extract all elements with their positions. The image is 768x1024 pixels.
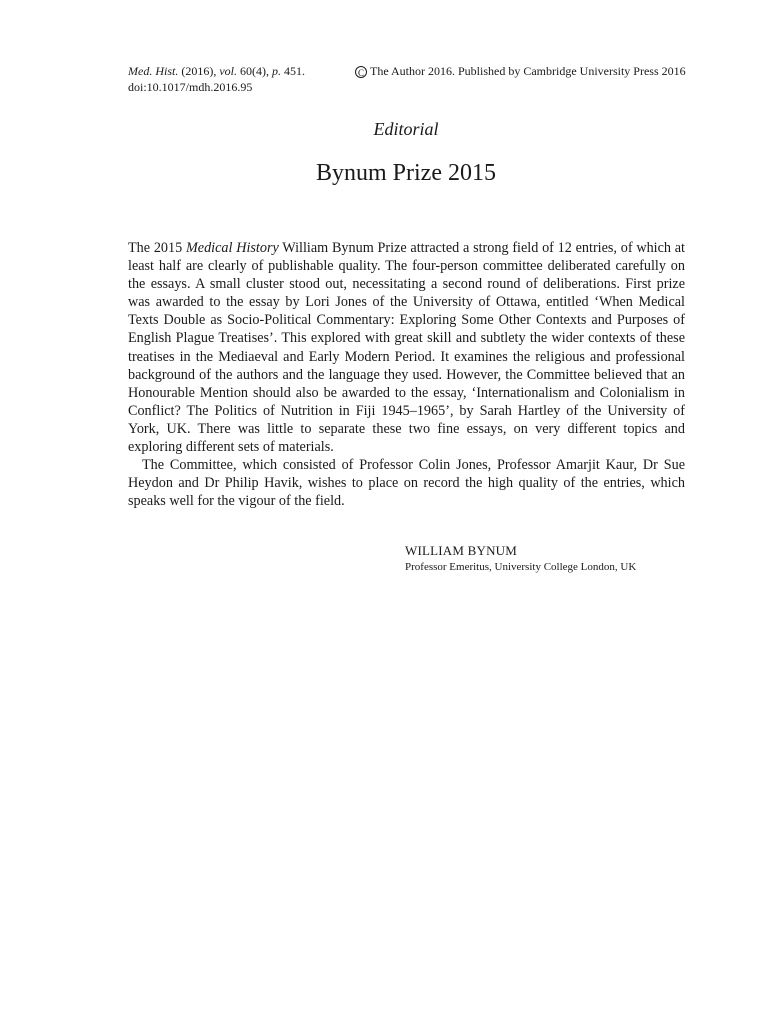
paragraph-text: William Bynum Prize attracted a strong field of 12 entries, of which at least half are clearly of publishable quality. The four-person committee deliberated carefully on the essays. A small cluster stood out, necessitating a second round of deliberations. First prize was awarded to the essay by Lori Jones of the University of Ottawa, entitled ‘When Medical Texts Double as Socio-Political Commentary: Exploring Some Other Contexts and Purposes of English Plague Treatises’. This explored with great skill and subtlety the wider contexts of these treatises in the Mediaeval and Early Modern Period. It examines the religious and professional background of the authors and the language they used. However, the Committee believed that an Honourable Mention should also be awarded to the essay, ‘Internationalism and Colonialism in Conflict? The Politics of Nutrition in Fiji 1945–1965’, by Sarah Hartley of the University of York, UK. There was little to separate these two fine essays, on very different topics and exploring different sets of materials. [128, 240, 686, 456]
section-label: Editorial [373, 119, 439, 139]
body-paragraph: The Committee, which consisted of Professor Colin Jones, Professor Amarjit Kaur, Dr Sue Heydon and Dr Philip Havik, wishes to place on record the high quality of the entries, which speaks well for the vigour of the field. [128, 457, 685, 510]
volume-value: 60(4), [237, 64, 272, 78]
copyright-text: The Author 2016. Published by Cambridge University Press 2016 [370, 64, 686, 78]
body-paragraph [128, 239, 685, 456]
doi: doi:10.1017/mdh.2016.95 [128, 80, 253, 94]
citation-year: (2016), [178, 64, 220, 78]
page-label: p. [272, 64, 281, 78]
journal-name: Medical History [185, 240, 279, 256]
citation-block [128, 63, 305, 95]
author-affiliation: Professor Emeritus, University College London, UK [405, 561, 637, 573]
citation-line [128, 63, 305, 79]
author-name: WILLIAM BYNUM [405, 543, 518, 558]
volume-label: vol. [219, 64, 237, 78]
copyright-notice [355, 63, 686, 79]
paragraph-text: The 2015 [128, 240, 186, 256]
article-title: Bynum Prize 2015 [316, 160, 496, 186]
copyright-icon: C [355, 66, 367, 78]
journal-abbrev: Med. Hist. [128, 64, 179, 78]
article-body [128, 239, 685, 510]
signature-block [405, 543, 636, 575]
page-value: 451. [281, 64, 305, 78]
